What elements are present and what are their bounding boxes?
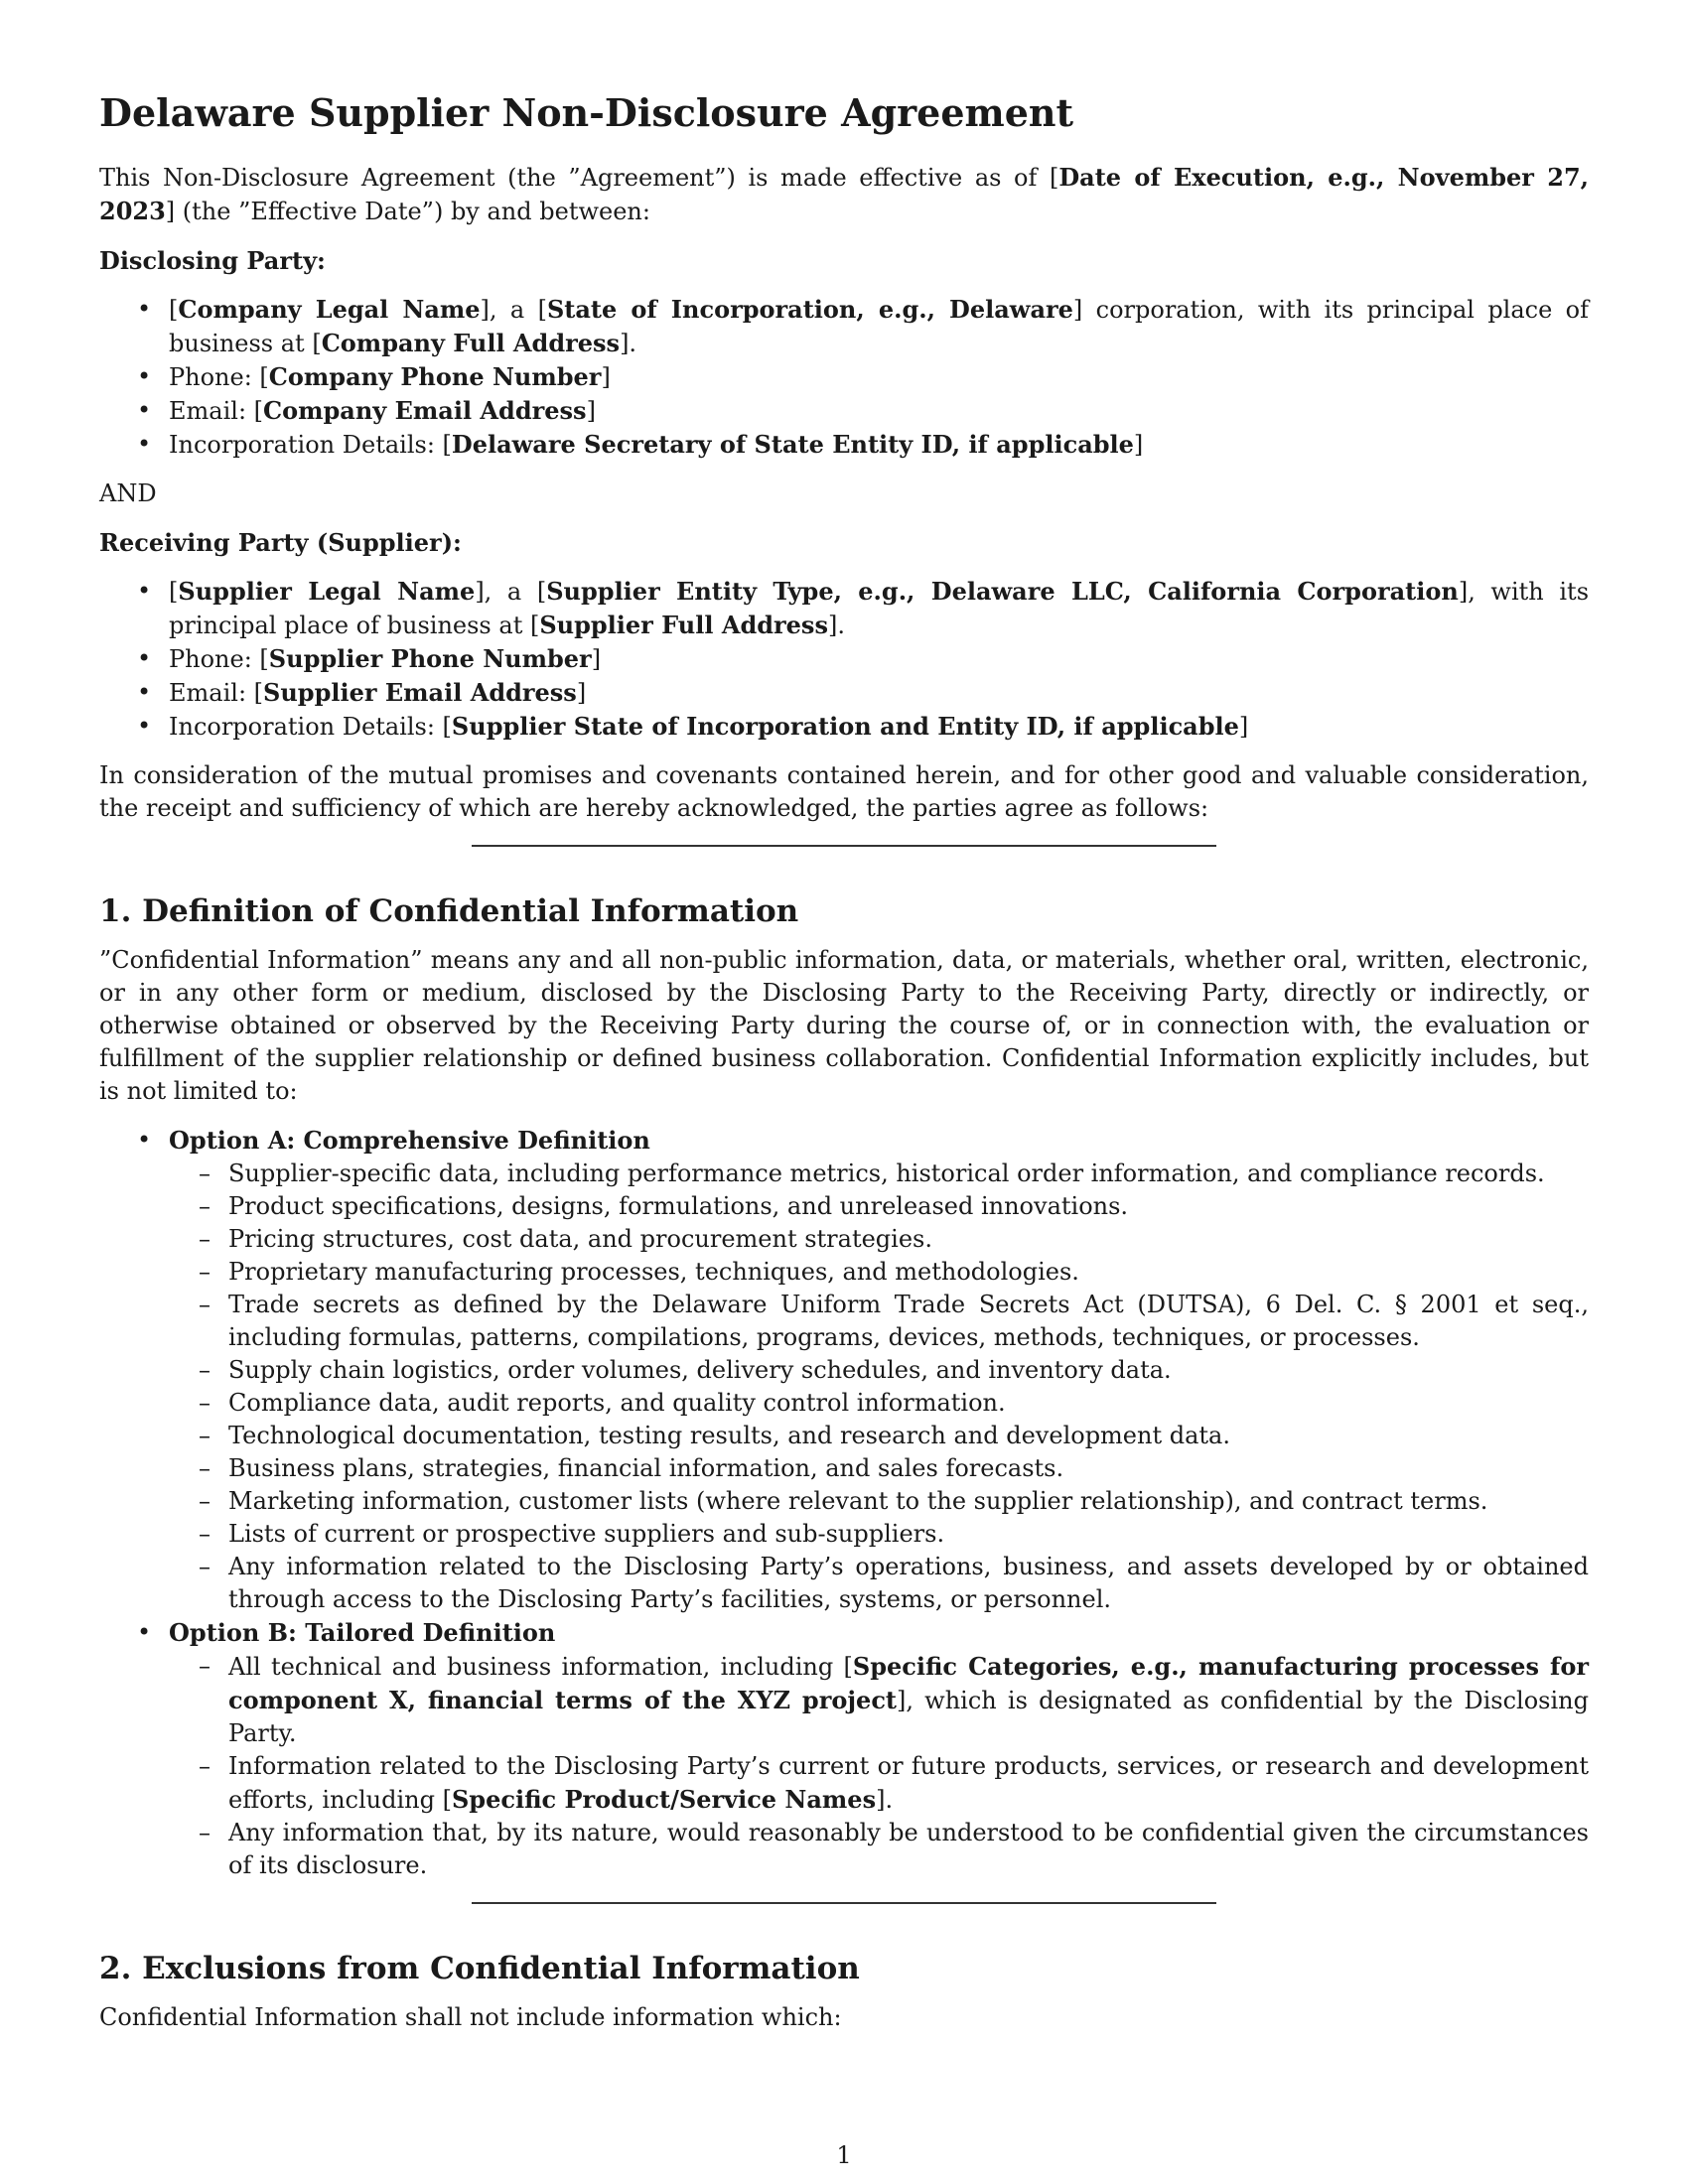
section-divider [472, 1902, 1216, 1904]
company-incorp-placeholder: Delaware Secretary of State Entity ID, if applicable [451, 430, 1134, 459]
state-placeholder: State of Incorporation, e.g., Delaware [546, 295, 1073, 324]
receiving-party-list [99, 575, 1589, 744]
document-page [99, 91, 1589, 2050]
list-item: • Email: [Company Email Address] [99, 394, 1589, 428]
incorp-label: Incorporation Details: [ [169, 431, 452, 459]
intro-paragraph [99, 161, 1589, 228]
list-item [169, 1750, 1589, 1817]
list-item: – Lists of current or prospective suppliers and sub-suppliers. [169, 1518, 1589, 1551]
option-b [99, 1616, 1589, 1882]
company-email-placeholder: Company Email Address [263, 396, 587, 425]
list-item: – Compliance data, audit reports, and quality control information. [169, 1387, 1589, 1420]
option-a-items [169, 1158, 1589, 1616]
effective-date-placeholder: Date of Execution, e.g., November 27, 2023 [99, 163, 1589, 225]
item-text: All technical and business information, including [ [228, 1653, 853, 1681]
item-text: ]. [876, 1786, 894, 1814]
supplier-address-placeholder: Supplier Full Address [539, 611, 828, 639]
list-item: – Pricing structures, cost data, and procurement strategies. [169, 1223, 1589, 1256]
list-item: – Marketing information, customer lists (where relevant to the supplier relationship), and contract terms. [169, 1485, 1589, 1518]
incorp-label: Incorporation Details: [ [169, 713, 452, 741]
list-item: • Phone: [Supplier Phone Number] [99, 642, 1589, 676]
list-item: • [Supplier Legal Name], a [Supplier Entity Type, e.g., Delaware LLC, California Corporation], with its principal place of business at [Supplier Full Address]. [99, 575, 1589, 642]
intro-text-2: ] (the ”Effective Date”) by and between: [165, 198, 650, 225]
section-1-body: ”Confidential Information” means any and all non-public information, data, or materials, whether oral, written, electronic, or in any other form or medium, disclosed by the Disclosing Party to the Receiving Party, directly or indirectly, or otherwise obtained or observed by the Receiving Party during the course of, or in connection with, the evaluation or fulfillment of the supplier relationship or defined business collaboration. Confidential Information explicitly includes, but is not limited to: [99, 946, 1589, 1105]
company-address-placeholder: Company Full Address [321, 329, 621, 357]
disclosing-party-list [99, 293, 1589, 462]
company-phone-placeholder: Company Phone Number [268, 362, 602, 391]
list-item: – Supplier-specific data, including performance metrics, historical order information, and compliance records. [169, 1158, 1589, 1190]
list-item: – Technological documentation, testing results, and research and development data. [169, 1420, 1589, 1452]
list-item: – Trade secrets as defined by the Delaware Uniform Trade Secrets Act (DUTSA), 6 Del. C. § 2001 et seq., including formulas, patterns, compilations, programs, devices, methods, techniques, or processes. [169, 1289, 1589, 1354]
section-divider [472, 845, 1216, 847]
principal-text: ], with its principal place of business at [ [169, 578, 1590, 639]
document-title: Delaware Supplier Non-Disclosure Agreement [99, 90, 1074, 135]
consideration-paragraph: In consideration of the mutual promises and covenants contained herein, and for other good and valuable consideration, the receipt and sufficiency of which are hereby acknowledged, the parties agree as follows: [99, 761, 1589, 822]
list-item: • Incorporation Details: [Supplier State of Incorporation and Entity ID, if applicable] [99, 710, 1589, 744]
product-names-placeholder: Specific Product/Service Names [451, 1785, 877, 1814]
option-b-items [169, 1650, 1589, 1882]
supplier-entity-placeholder: Supplier Entity Type, e.g., Delaware LLC, California Corporation [546, 577, 1459, 606]
list-item: – Any information related to the Disclosing Party’s operations, business, and assets developed by or obtained through access to the Disclosing Party’s facilities, systems, or personnel. [169, 1551, 1589, 1616]
supplier-phone-placeholder: Supplier Phone Number [268, 644, 592, 673]
list-item: • Incorporation Details: [Delaware Secretary of State Entity ID, if applicable] [99, 428, 1589, 462]
option-b-title: Option B: Tailored Definition [169, 1618, 556, 1647]
list-item [169, 1650, 1589, 1750]
list-item: – Supply chain logistics, order volumes, delivery schedules, and inventory data. [169, 1354, 1589, 1387]
item-text: Information related to the Disclosing Party’s current or future products, services, or research and development efforts, including [ [228, 1752, 1589, 1814]
supplier-name-placeholder: Supplier Legal Name [178, 577, 476, 606]
and-separator: AND [99, 479, 157, 507]
page-number: 1 [836, 2141, 852, 2169]
definition-options-list [99, 1124, 1589, 1882]
phone-label: Phone: [ [169, 645, 269, 673]
section-2-body: Confidential Information shall not include information which: [99, 2003, 842, 2031]
item-text: ], which is designated as confidential by the Disclosing Party. [228, 1687, 1589, 1747]
corp-text: ] corporation, with its principal place of business at [ [169, 296, 1590, 357]
list-item: – Any information that, by its nature, would reasonably be understood to be confidential given the circumstances of its disclosure. [169, 1817, 1589, 1882]
intro-text-1: This Non-Disclosure Agreement (the ”Agreement”) is made effective as of [ [99, 164, 1059, 192]
list-item: – Proprietary manufacturing processes, techniques, and methodologies. [169, 1256, 1589, 1289]
option-a-title: Option A: Comprehensive Definition [169, 1126, 650, 1155]
list-item: • [Company Legal Name], a [State of Incorporation, e.g., Delaware] corporation, with its principal place of business at [Company Full Address]. [99, 293, 1589, 360]
receiving-party-label: Receiving Party (Supplier): [99, 528, 462, 557]
option-a [99, 1124, 1589, 1616]
company-name-placeholder: Company Legal Name [178, 295, 481, 324]
list-item: • Email: [Supplier Email Address] [99, 676, 1589, 710]
list-item: – Product specifications, designs, formulations, and unreleased innovations. [169, 1190, 1589, 1223]
supplier-email-placeholder: Supplier Email Address [263, 678, 577, 707]
section-1-heading: 1. Definition of Confidential Information [99, 893, 799, 929]
specific-categories-placeholder: Specific Categories, e.g., manufacturing processes for component X, financial terms of the XYZ project [228, 1652, 1589, 1714]
section-2-heading: 2. Exclusions from Confidential Information [99, 1951, 860, 1986]
email-label: Email: [ [169, 679, 264, 707]
supplier-incorp-placeholder: Supplier State of Incorporation and Entity ID, if applicable [451, 712, 1239, 741]
email-label: Email: [ [169, 397, 264, 425]
list-item: • Phone: [Company Phone Number] [99, 360, 1589, 394]
phone-label: Phone: [ [169, 363, 269, 391]
disclosing-party-label: Disclosing Party: [99, 246, 326, 275]
list-item: – Business plans, strategies, financial information, and sales forecasts. [169, 1452, 1589, 1485]
